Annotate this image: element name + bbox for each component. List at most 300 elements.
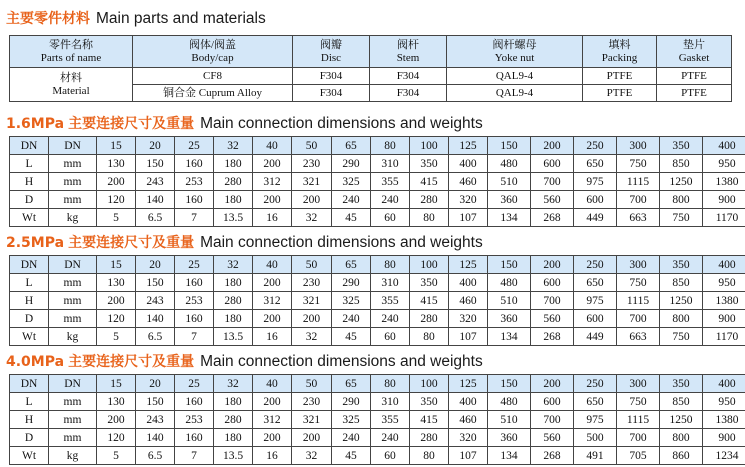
value-cell: 50 xyxy=(292,137,332,155)
unit-cell: mm xyxy=(49,292,97,310)
value-cell: 280 xyxy=(410,429,449,447)
dims-heading-2 xyxy=(6,233,483,253)
value-cell: 125 xyxy=(449,375,488,393)
value-cell: 15 xyxy=(97,137,136,155)
value-cell: 16 xyxy=(253,328,292,346)
parts-material-row xyxy=(10,68,732,85)
value-cell: 16 xyxy=(253,447,292,465)
value-cell: 150 xyxy=(136,155,175,173)
value-cell: 460 xyxy=(449,411,488,429)
parts-header-cell: 阀杆 Stem xyxy=(370,36,447,68)
value-cell: 800 xyxy=(660,310,703,328)
value-cell: 320 xyxy=(449,191,488,209)
value-cell: 300 xyxy=(617,256,660,274)
value-cell: 180 xyxy=(214,274,253,292)
material-cell: PTFE xyxy=(583,85,657,102)
value-cell: 650 xyxy=(574,393,617,411)
value-cell: 268 xyxy=(531,447,574,465)
value-cell: 310 xyxy=(371,274,410,292)
dims-row-wt xyxy=(10,209,745,227)
value-cell: 80 xyxy=(410,447,449,465)
value-cell: 950 xyxy=(703,393,745,411)
value-cell: 250 xyxy=(574,256,617,274)
value-cell: 1115 xyxy=(617,173,660,191)
value-cell: 1234 xyxy=(703,447,745,465)
value-cell: 310 xyxy=(371,155,410,173)
row-label-cell: D xyxy=(10,429,49,447)
parts-header-cell: 阀瓣 Disc xyxy=(293,36,370,68)
value-cell: 25 xyxy=(175,256,214,274)
dims-row-h xyxy=(10,411,745,429)
value-cell: 13.5 xyxy=(214,209,253,227)
value-cell: 1115 xyxy=(617,411,660,429)
value-cell: 60 xyxy=(371,447,410,465)
value-cell: 100 xyxy=(410,137,449,155)
value-cell: 60 xyxy=(371,209,410,227)
parts-heading-cn: 主要零件材料 xyxy=(6,11,90,27)
value-cell: 160 xyxy=(175,310,214,328)
parts-header-cell: 阀杆螺母 Yoke nut xyxy=(447,36,583,68)
unit-cell: mm xyxy=(49,310,97,328)
value-cell: 253 xyxy=(175,292,214,310)
row-label-cell: H xyxy=(10,173,49,191)
value-cell: 750 xyxy=(660,328,703,346)
value-cell: 350 xyxy=(410,393,449,411)
material-cell: 铜合金 Cuprum Alloy xyxy=(133,85,293,102)
value-cell: 1115 xyxy=(617,292,660,310)
material-cell: F304 xyxy=(293,68,370,85)
value-cell: 1380 xyxy=(703,173,745,191)
value-cell: 510 xyxy=(488,173,531,191)
value-cell: 1380 xyxy=(703,411,745,429)
value-cell: 140 xyxy=(136,429,175,447)
material-cell: PTFE xyxy=(583,68,657,85)
value-cell: 6.5 xyxy=(136,447,175,465)
value-cell: 1250 xyxy=(660,173,703,191)
unit-cell: mm xyxy=(49,191,97,209)
value-cell: 15 xyxy=(97,256,136,274)
value-cell: 400 xyxy=(703,137,745,155)
value-cell: 20 xyxy=(136,375,175,393)
value-cell: 560 xyxy=(531,429,574,447)
value-cell: 150 xyxy=(488,256,531,274)
value-cell: 25 xyxy=(175,137,214,155)
value-cell: 800 xyxy=(660,191,703,209)
value-cell: 230 xyxy=(292,155,332,173)
row-label-cell: D xyxy=(10,310,49,328)
value-cell: 415 xyxy=(410,173,449,191)
unit-cell: kg xyxy=(49,447,97,465)
value-cell: 850 xyxy=(660,393,703,411)
value-cell: 850 xyxy=(660,274,703,292)
value-cell: 15 xyxy=(97,375,136,393)
value-cell: 107 xyxy=(449,447,488,465)
row-label-cell: DN xyxy=(10,256,49,274)
value-cell: 65 xyxy=(332,137,371,155)
value-cell: 480 xyxy=(488,274,531,292)
value-cell: 250 xyxy=(574,137,617,155)
value-cell: 80 xyxy=(410,328,449,346)
value-cell: 975 xyxy=(574,411,617,429)
value-cell: 32 xyxy=(292,209,332,227)
value-cell: 321 xyxy=(292,411,332,429)
value-cell: 107 xyxy=(449,209,488,227)
dims-table-3 xyxy=(9,374,745,465)
value-cell: 325 xyxy=(332,292,371,310)
row-label-cell: Wt xyxy=(10,447,49,465)
value-cell: 180 xyxy=(214,393,253,411)
value-cell: 7 xyxy=(175,447,214,465)
value-cell: 491 xyxy=(574,447,617,465)
value-cell: 243 xyxy=(136,173,175,191)
value-cell: 200 xyxy=(292,310,332,328)
row-label-cell: Wt xyxy=(10,328,49,346)
value-cell: 700 xyxy=(617,191,660,209)
dims-heading-en: Main connection dimensions and weights xyxy=(200,353,483,370)
material-cell: QAL9-4 xyxy=(447,85,583,102)
value-cell: 350 xyxy=(410,155,449,173)
value-cell: 700 xyxy=(531,292,574,310)
value-cell: 975 xyxy=(574,292,617,310)
value-cell: 200 xyxy=(97,411,136,429)
value-cell: 40 xyxy=(253,137,292,155)
value-cell: 560 xyxy=(531,191,574,209)
value-cell: 355 xyxy=(371,292,410,310)
value-cell: 200 xyxy=(292,191,332,209)
value-cell: 860 xyxy=(660,447,703,465)
value-cell: 140 xyxy=(136,191,175,209)
dims-row-l xyxy=(10,393,745,411)
value-cell: 253 xyxy=(175,411,214,429)
value-cell: 600 xyxy=(574,310,617,328)
dims-row-wt xyxy=(10,328,745,346)
value-cell: 321 xyxy=(292,292,332,310)
value-cell: 240 xyxy=(371,429,410,447)
value-cell: 460 xyxy=(449,173,488,191)
value-cell: 6.5 xyxy=(136,328,175,346)
value-cell: 130 xyxy=(97,155,136,173)
value-cell: 200 xyxy=(253,310,292,328)
value-cell: 200 xyxy=(253,393,292,411)
value-cell: 5 xyxy=(97,209,136,227)
unit-cell: mm xyxy=(49,429,97,447)
value-cell: 65 xyxy=(332,375,371,393)
value-cell: 415 xyxy=(410,292,449,310)
parts-header-cell: 垫片 Gasket xyxy=(657,36,732,68)
value-cell: 100 xyxy=(410,256,449,274)
value-cell: 360 xyxy=(488,429,531,447)
dims-heading-pressure: 4.0MPa xyxy=(6,354,65,370)
value-cell: 200 xyxy=(253,191,292,209)
value-cell: 1170 xyxy=(703,209,745,227)
dims-row-h xyxy=(10,292,745,310)
value-cell: 80 xyxy=(371,375,410,393)
value-cell: 600 xyxy=(531,393,574,411)
row-label-cell: L xyxy=(10,274,49,292)
value-cell: 253 xyxy=(175,173,214,191)
material-cell: QAL9-4 xyxy=(447,68,583,85)
value-cell: 240 xyxy=(371,310,410,328)
value-cell: 900 xyxy=(703,191,745,209)
value-cell: 32 xyxy=(214,256,253,274)
value-cell: 7 xyxy=(175,209,214,227)
value-cell: 600 xyxy=(531,155,574,173)
value-cell: 360 xyxy=(488,191,531,209)
value-cell: 200 xyxy=(253,155,292,173)
value-cell: 415 xyxy=(410,411,449,429)
dims-heading-en: Main connection dimensions and weights xyxy=(200,234,483,251)
dims-row-wt xyxy=(10,447,745,465)
dims-row-dn xyxy=(10,375,745,393)
value-cell: 400 xyxy=(703,256,745,274)
value-cell: 32 xyxy=(292,447,332,465)
value-cell: 290 xyxy=(332,155,371,173)
unit-cell: DN xyxy=(49,137,97,155)
value-cell: 80 xyxy=(410,209,449,227)
row-label-cell: L xyxy=(10,393,49,411)
value-cell: 449 xyxy=(574,209,617,227)
value-cell: 200 xyxy=(253,274,292,292)
dims-heading-cn: 主要连接尺寸及重量 xyxy=(68,235,195,251)
value-cell: 13.5 xyxy=(214,447,253,465)
value-cell: 200 xyxy=(531,375,574,393)
value-cell: 107 xyxy=(449,328,488,346)
value-cell: 268 xyxy=(531,209,574,227)
row-label-cell: H xyxy=(10,411,49,429)
value-cell: 312 xyxy=(253,411,292,429)
value-cell: 7 xyxy=(175,328,214,346)
dims-heading-3 xyxy=(6,352,483,372)
value-cell: 600 xyxy=(531,274,574,292)
dims-heading-1 xyxy=(6,114,483,134)
value-cell: 125 xyxy=(449,137,488,155)
value-cell: 480 xyxy=(488,155,531,173)
material-cell: PTFE xyxy=(657,68,732,85)
value-cell: 120 xyxy=(97,191,136,209)
value-cell: 325 xyxy=(332,173,371,191)
value-cell: 950 xyxy=(703,274,745,292)
value-cell: 1170 xyxy=(703,328,745,346)
value-cell: 1250 xyxy=(660,292,703,310)
row-label-cell: H xyxy=(10,292,49,310)
value-cell: 134 xyxy=(488,209,531,227)
dims-heading-pressure: 2.5MPa xyxy=(6,235,65,251)
value-cell: 240 xyxy=(332,429,371,447)
dims-row-dn xyxy=(10,137,745,155)
dims-row-d xyxy=(10,429,745,447)
dims-table-2 xyxy=(9,255,745,346)
material-label-cell: 材料 Material xyxy=(10,68,133,102)
value-cell: 160 xyxy=(175,155,214,173)
value-cell: 650 xyxy=(574,274,617,292)
unit-cell: mm xyxy=(49,411,97,429)
value-cell: 500 xyxy=(574,429,617,447)
value-cell: 250 xyxy=(574,375,617,393)
value-cell: 950 xyxy=(703,155,745,173)
material-cell: PTFE xyxy=(657,85,732,102)
value-cell: 80 xyxy=(371,137,410,155)
dims-heading-pressure: 1.6MPa xyxy=(6,116,65,132)
value-cell: 400 xyxy=(449,155,488,173)
unit-cell: DN xyxy=(49,375,97,393)
value-cell: 663 xyxy=(617,328,660,346)
row-label-cell: D xyxy=(10,191,49,209)
parts-header-cell: 零件名称 Parts of name xyxy=(10,36,133,68)
value-cell: 663 xyxy=(617,209,660,227)
value-cell: 312 xyxy=(253,173,292,191)
value-cell: 750 xyxy=(617,155,660,173)
value-cell: 350 xyxy=(660,256,703,274)
value-cell: 134 xyxy=(488,328,531,346)
unit-cell: mm xyxy=(49,274,97,292)
value-cell: 200 xyxy=(531,256,574,274)
value-cell: 5 xyxy=(97,328,136,346)
value-cell: 355 xyxy=(371,173,410,191)
unit-cell: mm xyxy=(49,393,97,411)
value-cell: 900 xyxy=(703,429,745,447)
value-cell: 32 xyxy=(292,328,332,346)
value-cell: 150 xyxy=(488,137,531,155)
value-cell: 310 xyxy=(371,393,410,411)
dims-heading-en: Main connection dimensions and weights xyxy=(200,115,483,132)
value-cell: 140 xyxy=(136,310,175,328)
dims-heading-cn: 主要连接尺寸及重量 xyxy=(68,116,195,132)
value-cell: 230 xyxy=(292,393,332,411)
dims-row-h xyxy=(10,173,745,191)
dims-heading-cn: 主要连接尺寸及重量 xyxy=(68,354,195,370)
parts-heading xyxy=(6,9,266,29)
value-cell: 40 xyxy=(253,256,292,274)
value-cell: 400 xyxy=(703,375,745,393)
value-cell: 312 xyxy=(253,292,292,310)
row-label-cell: L xyxy=(10,155,49,173)
value-cell: 705 xyxy=(617,447,660,465)
unit-cell: DN xyxy=(49,256,97,274)
value-cell: 750 xyxy=(660,209,703,227)
value-cell: 320 xyxy=(449,429,488,447)
value-cell: 50 xyxy=(292,375,332,393)
value-cell: 350 xyxy=(660,137,703,155)
value-cell: 243 xyxy=(136,411,175,429)
value-cell: 230 xyxy=(292,274,332,292)
parts-heading-en: Main parts and materials xyxy=(96,10,266,27)
parts-header-row xyxy=(10,36,732,68)
unit-cell: mm xyxy=(49,155,97,173)
value-cell: 510 xyxy=(488,411,531,429)
material-cell: CF8 xyxy=(133,68,293,85)
value-cell: 460 xyxy=(449,292,488,310)
value-cell: 320 xyxy=(449,310,488,328)
value-cell: 13.5 xyxy=(214,328,253,346)
value-cell: 650 xyxy=(574,155,617,173)
value-cell: 350 xyxy=(660,375,703,393)
value-cell: 32 xyxy=(214,375,253,393)
value-cell: 40 xyxy=(253,375,292,393)
value-cell: 243 xyxy=(136,292,175,310)
value-cell: 355 xyxy=(371,411,410,429)
value-cell: 45 xyxy=(332,328,371,346)
value-cell: 200 xyxy=(253,429,292,447)
value-cell: 700 xyxy=(531,173,574,191)
value-cell: 700 xyxy=(617,429,660,447)
row-label-cell: Wt xyxy=(10,209,49,227)
value-cell: 290 xyxy=(332,393,371,411)
value-cell: 130 xyxy=(97,393,136,411)
value-cell: 16 xyxy=(253,209,292,227)
value-cell: 125 xyxy=(449,256,488,274)
value-cell: 240 xyxy=(371,191,410,209)
material-cell: F304 xyxy=(370,85,447,102)
value-cell: 750 xyxy=(617,274,660,292)
value-cell: 50 xyxy=(292,256,332,274)
value-cell: 268 xyxy=(531,328,574,346)
value-cell: 1250 xyxy=(660,411,703,429)
parts-table xyxy=(9,35,732,102)
value-cell: 80 xyxy=(371,256,410,274)
value-cell: 350 xyxy=(410,274,449,292)
value-cell: 1380 xyxy=(703,292,745,310)
value-cell: 800 xyxy=(660,429,703,447)
value-cell: 600 xyxy=(574,191,617,209)
value-cell: 280 xyxy=(214,173,253,191)
value-cell: 160 xyxy=(175,393,214,411)
dims-row-dn xyxy=(10,256,745,274)
value-cell: 325 xyxy=(332,411,371,429)
unit-cell: mm xyxy=(49,173,97,191)
value-cell: 160 xyxy=(175,191,214,209)
value-cell: 240 xyxy=(332,310,371,328)
unit-cell: kg xyxy=(49,328,97,346)
value-cell: 300 xyxy=(617,375,660,393)
value-cell: 45 xyxy=(332,447,371,465)
row-label-cell: DN xyxy=(10,137,49,155)
value-cell: 480 xyxy=(488,393,531,411)
value-cell: 5 xyxy=(97,447,136,465)
unit-cell: kg xyxy=(49,209,97,227)
value-cell: 700 xyxy=(617,310,660,328)
value-cell: 400 xyxy=(449,274,488,292)
value-cell: 150 xyxy=(488,375,531,393)
value-cell: 900 xyxy=(703,310,745,328)
value-cell: 200 xyxy=(97,292,136,310)
parts-header-cell: 填料 Packing xyxy=(583,36,657,68)
value-cell: 20 xyxy=(136,137,175,155)
value-cell: 120 xyxy=(97,310,136,328)
value-cell: 700 xyxy=(531,411,574,429)
value-cell: 100 xyxy=(410,375,449,393)
value-cell: 280 xyxy=(410,191,449,209)
value-cell: 180 xyxy=(214,155,253,173)
value-cell: 290 xyxy=(332,274,371,292)
value-cell: 6.5 xyxy=(136,209,175,227)
dims-row-l xyxy=(10,155,745,173)
value-cell: 160 xyxy=(175,274,214,292)
value-cell: 180 xyxy=(214,310,253,328)
value-cell: 750 xyxy=(617,393,660,411)
value-cell: 400 xyxy=(449,393,488,411)
material-cell: F304 xyxy=(370,68,447,85)
dims-row-l xyxy=(10,274,745,292)
material-cell: F304 xyxy=(293,85,370,102)
value-cell: 65 xyxy=(332,256,371,274)
value-cell: 850 xyxy=(660,155,703,173)
value-cell: 200 xyxy=(97,173,136,191)
value-cell: 449 xyxy=(574,328,617,346)
value-cell: 200 xyxy=(292,429,332,447)
dims-row-d xyxy=(10,310,745,328)
value-cell: 560 xyxy=(531,310,574,328)
value-cell: 975 xyxy=(574,173,617,191)
